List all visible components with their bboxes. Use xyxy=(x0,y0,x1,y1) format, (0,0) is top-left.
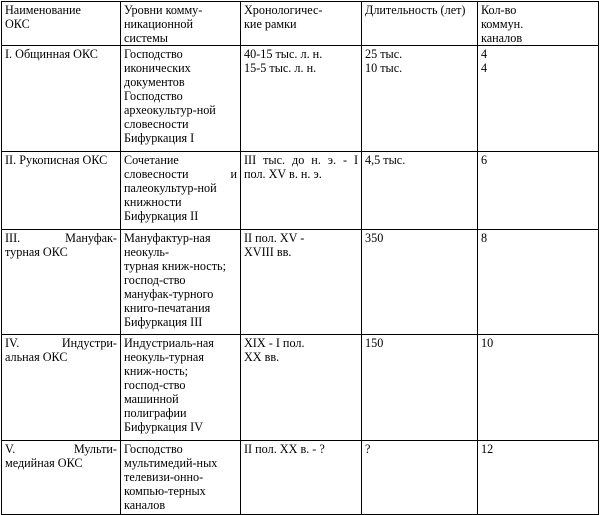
cell-line: Индустриаль-ная xyxy=(124,336,214,350)
cell-channels xyxy=(478,335,599,441)
cell-line: неокуль- xyxy=(124,245,170,259)
table-row xyxy=(2,46,599,152)
cell-line: XVIII вв. xyxy=(244,245,292,259)
cell-line: 10 тыс. xyxy=(365,61,403,75)
cell-line: словесности xyxy=(124,117,189,131)
cell-line: V. Мульти- xyxy=(5,442,117,456)
cell-line: 350 xyxy=(365,231,384,245)
table-row xyxy=(2,335,599,441)
cell-line: III тыс. до н. э. - I xyxy=(244,153,358,167)
cell-line: кие рамки xyxy=(244,17,297,31)
cell-line: компью-терных xyxy=(124,484,206,498)
cell-line: I. Общинная ОКС xyxy=(5,47,98,61)
cell-chrono xyxy=(241,441,362,515)
cell-line: IV. Индустри- xyxy=(5,336,117,350)
cell-line: 4,5 тыс. xyxy=(365,153,406,167)
cell-line: 4 xyxy=(481,61,488,75)
cell-line: 25 тыс. xyxy=(365,47,403,61)
cell-line: альная ОКС xyxy=(5,350,68,364)
cell-line: 10 xyxy=(481,336,494,350)
header-row xyxy=(2,2,599,46)
cell-line: пол. XV в. н. э. xyxy=(244,167,322,181)
oks-table xyxy=(1,1,599,515)
cell-line: 15-5 тыс. л. н. xyxy=(244,61,317,75)
cell-line: мультимедий-ных xyxy=(124,456,218,470)
cell-line: 6 xyxy=(481,153,488,167)
table-body xyxy=(2,2,599,515)
cell-name xyxy=(2,152,121,230)
cell-line: Бифуркация IV xyxy=(124,420,204,434)
cell-line: системы xyxy=(124,31,168,45)
cell-line: XIX - I пол. xyxy=(244,336,305,350)
cell-channels xyxy=(478,230,599,335)
cell-line: Бифуркация II xyxy=(124,209,199,223)
cell-channels xyxy=(478,46,599,152)
cell-name xyxy=(2,441,121,515)
cell-levels xyxy=(121,230,241,335)
cell-line: медийная ОКС xyxy=(5,456,83,470)
cell-name xyxy=(2,230,121,335)
cell-line: Бифуркация III xyxy=(124,315,203,329)
cell-line: книжности xyxy=(124,195,182,209)
cell-line: иконических xyxy=(124,61,191,75)
cell-chrono xyxy=(241,230,362,335)
cell-line: машинной xyxy=(124,392,179,406)
cell-line: документов xyxy=(124,75,185,89)
cell-line: турная книж-ность; xyxy=(124,259,226,273)
cell-duration xyxy=(362,441,478,515)
cell-chrono xyxy=(241,152,362,230)
cell-levels xyxy=(121,441,241,515)
cell-line: Уровни комму- xyxy=(124,3,203,17)
cell-line: господ-ство xyxy=(124,273,186,287)
cell-line: ОКС xyxy=(5,17,30,31)
cell-line: 4 xyxy=(481,47,488,61)
header-cell-name xyxy=(2,2,121,46)
cell-line: Сочетание xyxy=(124,153,179,167)
cell-duration xyxy=(362,152,478,230)
cell-line: Наименование xyxy=(5,3,81,17)
cell-line: Бифуркация I xyxy=(124,131,195,145)
cell-line: палеокультур-ной xyxy=(124,181,217,195)
cell-chrono xyxy=(241,46,362,152)
cell-levels xyxy=(121,46,241,152)
cell-channels xyxy=(478,152,599,230)
cell-duration xyxy=(362,230,478,335)
cell-line: III. Мануфак- xyxy=(5,231,117,245)
cell-line: XX вв. xyxy=(244,350,280,364)
cell-levels xyxy=(121,152,241,230)
cell-channels xyxy=(478,441,599,515)
cell-line: Хронологичес- xyxy=(244,3,323,17)
cell-line: словесности и xyxy=(124,167,237,181)
cell-line: 8 xyxy=(481,231,488,245)
header-cell-duration xyxy=(362,2,478,46)
cell-line: господ-ство xyxy=(124,378,186,392)
cell-line: полиграфии xyxy=(124,406,187,420)
table-row xyxy=(2,441,599,515)
cell-line: II пол. XV - xyxy=(244,231,305,245)
cell-line: Господство xyxy=(124,89,183,103)
header-cell-channels xyxy=(478,2,599,46)
cell-name xyxy=(2,46,121,152)
cell-line: Господство xyxy=(124,442,183,456)
cell-line: II. Рукописная ОКС xyxy=(5,153,108,167)
cell-line: 40-15 тыс. л. н. xyxy=(244,47,323,61)
cell-line: никационной xyxy=(124,17,193,31)
cell-chrono xyxy=(241,335,362,441)
cell-line: книж-ность; xyxy=(124,364,189,378)
table-row xyxy=(2,152,599,230)
cell-line: неокуль-турная xyxy=(124,350,204,364)
cell-line: каналов xyxy=(124,498,166,512)
cell-name xyxy=(2,335,121,441)
cell-duration xyxy=(362,335,478,441)
cell-line: телевизи-онно- xyxy=(124,470,204,484)
cell-line: II пол. XX в. - ? xyxy=(244,442,325,456)
table-row xyxy=(2,230,599,335)
cell-line: Длительность (лет) xyxy=(365,3,466,17)
cell-line: археокультур-ной xyxy=(124,103,216,117)
cell-levels xyxy=(121,335,241,441)
header-cell-levels xyxy=(121,2,241,46)
cell-line: 12 xyxy=(481,442,494,456)
cell-line: Мануфактур-ная xyxy=(124,231,211,245)
cell-line: 150 xyxy=(365,336,384,350)
cell-line: каналов xyxy=(481,31,523,45)
cell-line: мануфак-турного xyxy=(124,287,214,301)
cell-line: турная ОКС xyxy=(5,245,68,259)
cell-line: книго-печатания xyxy=(124,301,211,315)
cell-line: Господство xyxy=(124,47,183,61)
cell-line: Кол-во xyxy=(481,3,517,17)
header-cell-chrono xyxy=(241,2,362,46)
cell-duration xyxy=(362,46,478,152)
cell-line: ? xyxy=(365,442,371,456)
cell-line: коммун. xyxy=(481,17,524,31)
